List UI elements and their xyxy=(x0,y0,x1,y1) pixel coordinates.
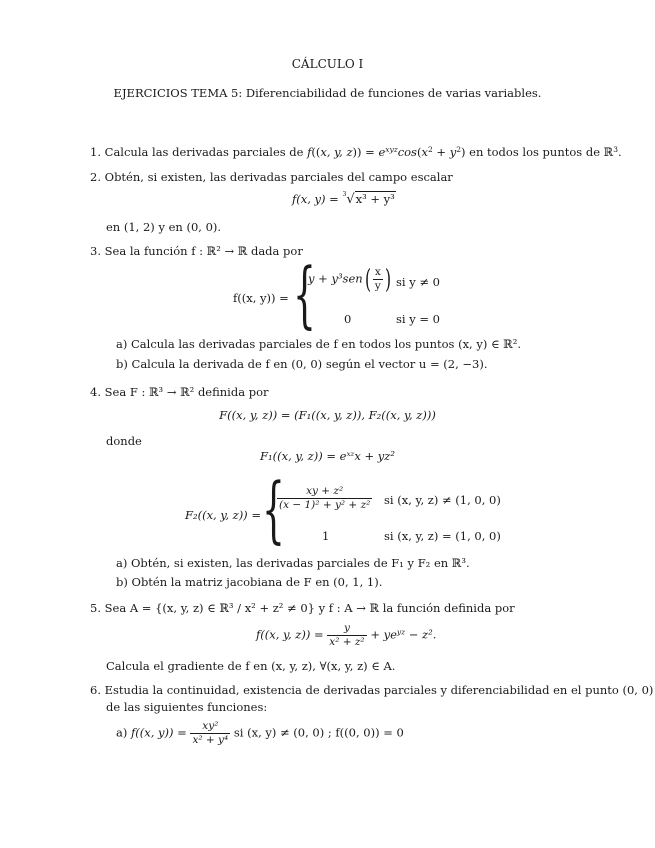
exercise-1-text-after: en todos los puntos de ℝ xyxy=(465,145,614,159)
exercise-2-followup: en (1, 2) y en (0, 0). xyxy=(106,220,222,234)
exercise-4-formula-F1: F₁((x, y, z)) = eˣᶻx + yz² xyxy=(260,449,395,463)
exercise-5-formula: f((x, y, z)) = $\frac{y}{\text{x² + z²}}$ + $ye^{yz} - z^2$. xyxy=(256,622,437,648)
left-brace: { xyxy=(262,467,285,551)
exercise-number: 5. xyxy=(90,601,101,615)
exercise-4-item-a: a) Obtén, si existen, las derivadas parciales de F₁ y F₂ en ℝ³. xyxy=(116,556,470,570)
exercise-number: 4. xyxy=(90,385,101,399)
exercise-1: 1. Calcula las derivadas parciales de f((x, y, $z)) = e^{xyz}\cos(x^2 + y^2)$ en todos los puntos de ℝ$^3$. xyxy=(90,145,622,159)
exercise-3-lhs: f((x, y)) = xyxy=(233,291,289,305)
exercise-3-intro: 3. Sea la función f : ℝ² → ℝ dada por xyxy=(90,244,303,258)
radicand: x³ + y³ xyxy=(355,192,395,206)
exercise-1-formula: f xyxy=(307,145,312,159)
exercise-3-cond2: si y = 0 xyxy=(396,312,440,326)
exercise-4-formula-F: F((x, y, z)) = (F₁((x, y, z)), F₂((x, y, z))) xyxy=(219,408,436,422)
left-brace: { xyxy=(293,252,316,336)
exercise-1-text-before: Calcula las derivadas parciales de xyxy=(104,145,308,159)
page-subtitle: EJERCICIOS TEMA 5: Diferenciabilidad de funciones de varias variables. xyxy=(113,86,542,100)
exercise-4-item-b: b) Obtén la matriz jacobiana de F en (0, 1, 1). xyxy=(116,575,383,589)
exercise-5-intro: 5. Sea A = {(x, y, z) ∈ ℝ³ / x² + z² ≠ 0} y f : A → ℝ la función definida por xyxy=(90,601,515,615)
exercise-6-item-a: a) f((x, y)) = $\frac{\text{xy²}}{\text{x² + y⁴}}$ si (x, y) ≠ (0, 0) ; f((0, 0)) = 0 xyxy=(116,720,404,746)
exercise-number: 2. xyxy=(90,170,101,184)
exercise-3-item-a: a) Calcula las derivadas parciales de f en todos los puntos (x, y) ∈ ℝ². xyxy=(116,337,522,351)
exercise-number: 3. xyxy=(90,244,101,258)
page-title: CÁLCULO I xyxy=(291,57,364,71)
exercise-4-F2-case2: 1 xyxy=(322,529,330,543)
exercise-5-followup: Calcula el gradiente de f en (x, y, z), ∀(x, y, z) ∈ A. xyxy=(106,659,396,673)
exercise-2-intro: 2. Obtén, si existen, las derivadas parciales del campo escalar xyxy=(90,170,453,184)
exercise-3-item-b: b) Calcula la derivada de f en (0, 0) según el vector u = (2, −3). xyxy=(116,357,488,371)
exercise-4-F2-cond1: si (x, y, z) ≠ (1, 0, 0) xyxy=(384,493,501,507)
exercise-4-F2-case1: $\frac{\text{xy + z²}}{\text{(x − 1)² + y² + z²}}$ xyxy=(279,485,371,511)
exercise-3-case2: 0 xyxy=(344,312,352,326)
exercise-number: 1. xyxy=(90,145,101,159)
exercise-4-F2-cond2: si (x, y, z) = (1, 0, 0) xyxy=(384,529,501,543)
exercise-number: 6. xyxy=(90,683,101,697)
exercise-4-F2-lhs: F₂((x, y, z)) = xyxy=(185,508,261,522)
exercise-4-donde: donde xyxy=(106,434,142,448)
exercise-6-line1: 6. Estudia la continuidad, existencia de derivadas parciales y diferenciabilidad en el punto (0, 0) xyxy=(90,683,654,697)
exercise-3-cond1: si y ≠ 0 xyxy=(396,275,440,289)
exercise-3-case1: y + y³sen( $\frac{x}{y}$ ) xyxy=(308,264,391,295)
exercise-4-intro: 4. Sea F : ℝ³ → ℝ² definida por xyxy=(90,385,269,399)
exercise-6-line2: de las siguientes funciones: xyxy=(106,700,268,714)
exercise-2-formula: f(x, y) = $^3$√x³ + y³ xyxy=(292,191,395,207)
